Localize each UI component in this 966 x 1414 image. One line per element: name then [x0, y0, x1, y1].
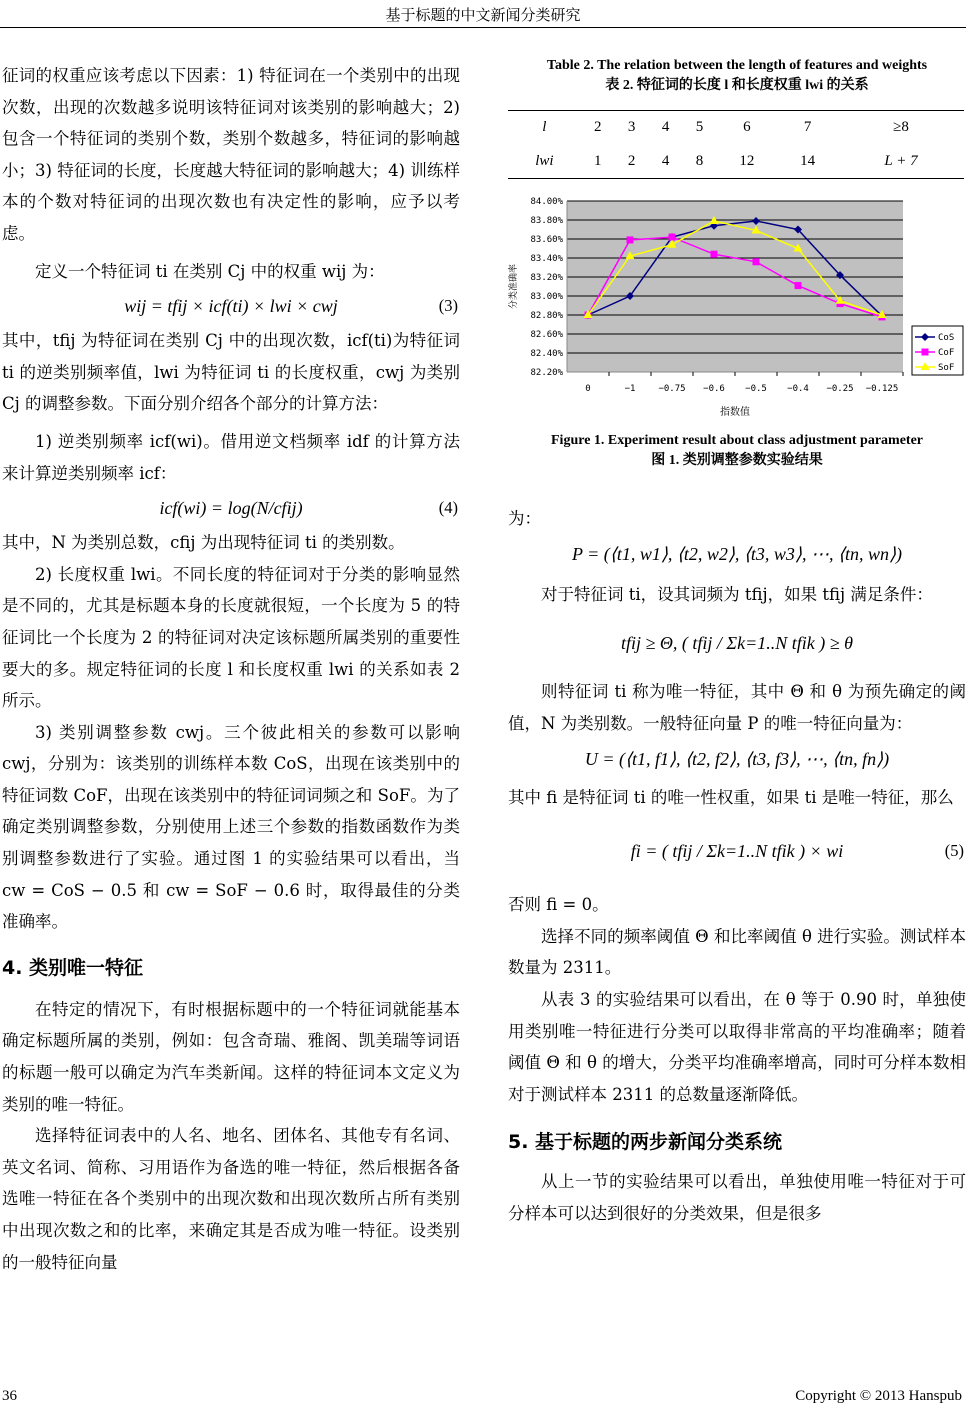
table-caption-zh: 表 2. 特征词的长度 l 和长度权重 lwi 的关系 [605, 78, 869, 93]
equation-condition [508, 610, 966, 676]
data-point-CoF [711, 251, 718, 258]
table-cell: 12 [739, 152, 755, 169]
table-cell: 8 [695, 152, 704, 169]
y-tick-label: 83.20% [530, 273, 563, 284]
paragraph: 选择不同的频率阈值 Θ 和比率阈值 θ 进行实验。测试样本数量为 2311。 [508, 926, 966, 978]
equation-u [508, 740, 966, 778]
legend-label-CoF: CoF [938, 348, 955, 359]
table-cell: L + 7 [884, 152, 918, 169]
data-point-CoF [669, 234, 676, 241]
table-cell: ≥8 [893, 119, 909, 135]
table-cell: lwi [535, 152, 554, 169]
y-axis-label: 分类准确率 [509, 264, 519, 310]
figure-caption-en: Figure 1. Experiment result about class adjustment parameter [551, 433, 923, 449]
figure-1-chart [508, 191, 964, 423]
paragraph: 其中，N 为类别总数，cfij 为出现特征词 ti 的类别数。 [2, 533, 405, 553]
paragraph: 1) 逆类别频率 icf(wi)。借用逆文档频率 idf 的计算方法来计算逆类别频率 icf： [2, 431, 460, 483]
legend-label-SoF: SoF [938, 363, 955, 374]
table-row [508, 145, 964, 179]
paragraph: 否则 fi = 0。 [508, 895, 609, 915]
paragraph: 从表 3 的实验结果可以看出，在 θ 等于 0.90 时，单独使用类别唯一特征进行分类可以取得非常高的平均准确率；随着阈值 Θ 和 θ 的增大，分类平均准确率增高，同时可分样本数相对于测试样本 2311 的总数量逐渐降低。 [508, 989, 966, 1104]
data-point-CoF [795, 282, 802, 289]
paragraph: 其中 fi 是特征词 ti 的唯一性权重，如果 ti 是唯一特征，那么 [508, 787, 954, 807]
running-header: 基于标题的中文新闻分类研究 [385, 6, 581, 24]
table-cell: 1 [593, 152, 602, 169]
page-number: 36 [2, 1388, 17, 1404]
equation-3 [2, 287, 460, 325]
left-column [2, 60, 460, 1278]
equation-text: P = (⟨t1, w1⟩, ⟨t2, w2⟩, ⟨t3, w3⟩, ⋯, ⟨tn, wn⟩) [571, 543, 902, 564]
copyright: Copyright © 2013 Hanspub [795, 1388, 962, 1404]
paragraph: 其中，tfij 为特征词在类别 Cj 中的出现次数，icf(ti)为特征词 ti 的逆类别频率值，lwi 为特征词 ti 的长度权重，cwj 为类别 Cj 的调整参数。下面分别介绍各个部分的计算方法： [2, 331, 460, 414]
equation-text: fi = ( tfij / Σk=1..N tfik ) × wi [630, 841, 844, 862]
y-tick-label: 84.00% [530, 197, 563, 208]
table-cell: 5 [695, 119, 704, 135]
x-tick-label: −0.4 [787, 384, 809, 395]
table-cell: 6 [743, 119, 751, 135]
header-rule [0, 27, 966, 28]
paragraph: 则特征词 ti 称为唯一特征，其中 Θ 和 θ 为预先确定的阈值，N 为类别数。一般特征向量 P 的唯一特征向量为： [508, 682, 966, 733]
y-tick-label: 83.40% [530, 254, 563, 265]
equation-text: U = (⟨t1, f1⟩, ⟨t2, f2⟩, ⟨t3, f3⟩, ⋯, ⟨tn, fn⟩) [584, 748, 890, 769]
paragraph: 3) 类别调整参数 cwj。三个彼此相关的参数可以影响 cwj，分别为：该类别的训练样本数 CoS，出现在该类别中的特征词数 CoF，出现在该类别中的特征词词频之和 SoF。为了确定类别调整参数，分别使用上述三个参数的指数函数作为类别调整参数进行了实验。通过图 1 的实验结果可以看出，当 cw = CoS − 0.5 和 cw = SoF − 0.6 时，取得最佳的分类准确率。 [2, 722, 460, 932]
data-point-CoF [922, 349, 929, 356]
table-row [508, 111, 964, 145]
equation-p [508, 535, 966, 573]
equation-number: (3) [438, 296, 458, 316]
right-column [508, 56, 966, 1230]
paragraph: 征词的权重应该考虑以下因素：1) 特征词在一个类别中的出现次数，出现的次数越多说明该特征词对该类别的影响越大；2) 包含一个特征词的类别个数，类别个数越多，特征词的影响越小；3) 特征词的长度，长度越大特征词的影响越大；4) 训练样本的个数对特征词的出现次数也有决定性的影响，应予以考虑。 [2, 66, 460, 243]
table-caption-en: Table 2. The relation between the length of features and weights [546, 58, 928, 73]
table-cell: 4 [661, 119, 670, 135]
table-2 [508, 110, 964, 179]
y-tick-label: 82.40% [530, 349, 563, 360]
table-cell: l [542, 119, 547, 135]
y-tick-label: 83.80% [530, 216, 563, 227]
paragraph: 对于特征词 ti，设其词频为 tfij，如果 tfij 满足条件： [541, 584, 933, 604]
paragraph: 2) 长度权重 lwi。不同长度的特征词对于分类的影响显然是不同的，尤其是标题本身的长度就很短，一个长度为 5 的特征词比一个长度为 2 的特征词对决定该标题所属类别的重要性要大的多。规定特征词的长度 l 和长度权重 lwi 的关系如表 2 所示。 [2, 564, 460, 711]
y-tick-label: 83.60% [530, 235, 563, 246]
x-tick-label: −0.75 [658, 384, 686, 395]
y-tick-label: 82.60% [530, 330, 563, 341]
equation-text: tfij ≥ Θ, ( tfij / Σk=1..N tfik ) ≥ θ [621, 633, 853, 654]
legend-label-CoS: CoS [938, 333, 955, 344]
section-heading: 5. 基于标题的两步新闻分类系统 [508, 1131, 783, 1154]
x-tick-label: −0.5 [745, 384, 767, 395]
x-tick-label: −0.6 [703, 384, 725, 395]
equation-text: icf(wi) = log(N/cfij) [159, 498, 303, 519]
data-point-CoF [753, 258, 760, 265]
x-axis-label: 指数值 [720, 407, 750, 419]
x-tick-label: −1 [624, 384, 636, 395]
table-cell: 4 [661, 152, 670, 169]
equation-5 [508, 813, 966, 889]
y-tick-label: 82.80% [530, 311, 563, 322]
section-heading: 4. 类别唯一特征 [2, 956, 144, 979]
figure-caption-zh: 图 1. 类别调整参数实验结果 [651, 453, 823, 469]
paragraph: 从上一节的实验结果可以看出，单独使用唯一特征对于可分样本可以达到很好的分类效果，但是很多 [508, 1172, 966, 1223]
paragraph: 定义一个特征词 ti 在类别 Cj 中的权重 wij 为： [35, 261, 385, 281]
x-tick-label: 0 [585, 384, 591, 395]
equation-number: (4) [438, 498, 458, 518]
table-cell: 3 [627, 119, 636, 135]
x-tick-label: −0.125 [865, 384, 899, 395]
paragraph: 选择特征词表中的人名、地名、团体名、其他专有名词、英文名词、简称、习用语作为备选的唯一特征，然后根据各备选唯一特征在各个类别中的出现次数和出现次数所占所有类别中出现次数之和的比率，来确定其是否成为唯一特征。设类别的一般特征向量 [2, 1126, 460, 1272]
data-point-CoF [627, 237, 634, 244]
equation-number: (5) [944, 841, 964, 861]
table-cell: 2 [593, 119, 602, 135]
table-cell: 14 [800, 152, 816, 169]
equation-4 [2, 489, 460, 527]
y-tick-label: 83.00% [530, 292, 563, 303]
paragraph: 为： [508, 509, 541, 529]
x-tick-label: −0.25 [826, 384, 854, 395]
y-tick-label: 82.20% [530, 368, 563, 379]
equation-text: wij = tfij × icf(ti) × lwi × cwj [124, 296, 338, 317]
table-cell: 2 [627, 152, 636, 169]
table-cell: 7 [803, 119, 812, 135]
paragraph: 在特定的情况下，有时根据标题中的一个特征词就能基本确定标题所属的类别，例如：包含奇瑞、雅阁、凯美瑞等词语的标题一般可以确定为汽车类新闻。这样的特征词本文定义为类别的唯一特征。 [2, 999, 460, 1114]
